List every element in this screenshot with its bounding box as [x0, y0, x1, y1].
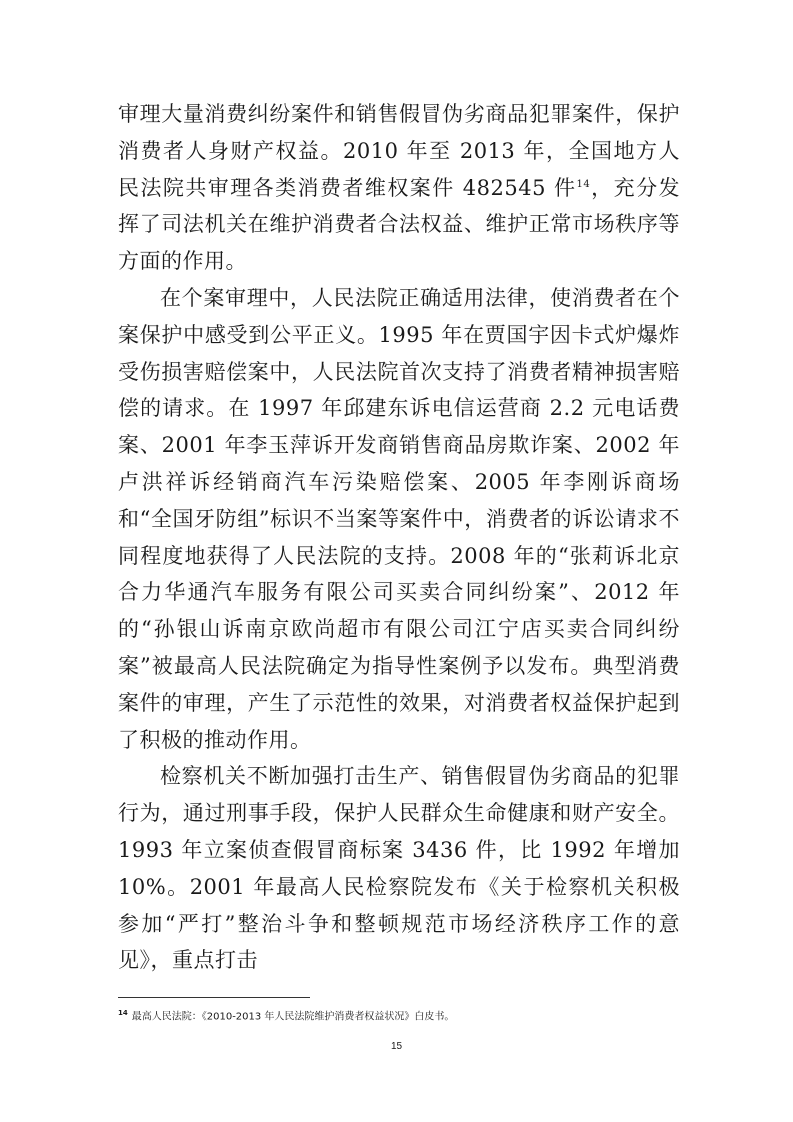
page-number: 15: [390, 1041, 403, 1052]
paragraph-1: [118, 96, 680, 280]
body-text: [118, 96, 680, 979]
footnote-text: 最高人民法院：《2010-2013 年人民法院维护消费者权益状况》白皮书。: [131, 1011, 455, 1023]
paragraph-3: 检察机关不断加强打击生产、销售假冒伪劣商品的犯罪行为，通过刑事手段，保护人民群众生命健康和财产安全。1993 年立案侦查假冒商标案 3436 件，比 1992 年增加 10%。2001 年最高人民检察院发布《关于检察机关积极参加“严打”整治斗争和整顿规范市场经济秩序工作的意见》，重点打击: [118, 764, 680, 973]
paragraph-1-text: 审理大量消费纠纷案件和销售假冒伪劣商品犯罪案件，保护消费者人身财产权益。2010 年至 2013 年，全国地方人民法院共审理各类消费者维权案件 482545 件: [118, 102, 680, 200]
footnote-mark: 14: [118, 1009, 128, 1017]
footnote: [118, 1006, 680, 1024]
paragraph-1-text-continued: ，充分发挥了司法机关在维护消费者合法权益、维护正常市场秩序等方面的作用。: [118, 175, 681, 274]
footnote-separator: [118, 997, 310, 998]
footnote-reference[interactable]: 14: [576, 178, 591, 190]
paragraph-2: 在个案审理中，人民法院正确适用法律，使消费者在个案保护中感受到公平正义。1995 年在贾国宇因卡式炉爆炸受伤损害赔偿案中，人民法院首次支持了消费者精神损害赔偿的请求。在 1997 年邱建东诉电信运营商 2.2 元电话费案、2001 年李玉萍诉开发商销售商品房欺诈案、2002 年卢洪祥诉经销商汽车污染赔偿案、2005 年李刚诉商场和“全国牙防组”标识不当案等案件中，消费者的诉讼请求不同程度地获得了人民法院的支持。2008 年的“张莉诉北京合力华通汽车服务有限公司买卖合同纠纷案”、2012 年的“孙银山诉南京欧尚超市有限公司江宁店买卖合同纠纷案”被最高人民法院确定为指导性案例予以发布。典型消费案件的审理，产生了示范性的效果，对消费者权益保护起到了积极的推动作用。: [118, 285, 680, 752]
